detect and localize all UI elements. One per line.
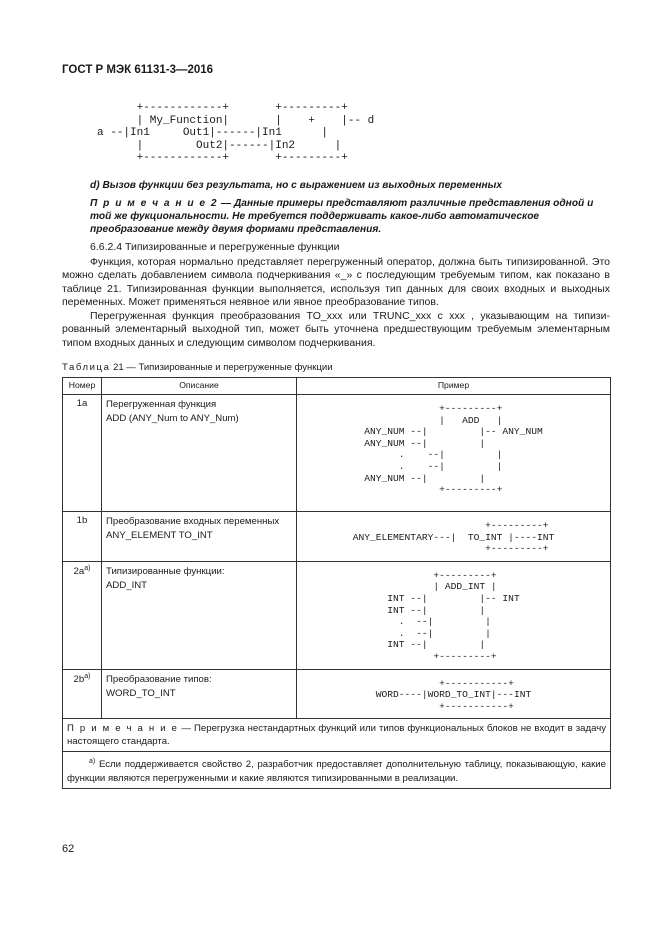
note-2-text: — Данные примеры представляют различные представления одной и той же фукциональности. Не требуется поддерживать какое-либо автоматическое преобразование между двумя формами представления.	[90, 198, 594, 236]
note-2-label: П р и м е ч а н и е 2	[90, 198, 219, 209]
table-footnote-row	[63, 752, 611, 788]
row-description	[102, 669, 297, 719]
table-footnote-text: Если поддерживается свойство 2, разработчик предоставляет дополнительную таблицу, показывающую, какие функции являются перегруженными и какие являются типизированными в реализации.	[67, 759, 606, 784]
table-header-row	[63, 378, 611, 395]
description-line: WORD_TO_INT	[106, 687, 176, 699]
description-line: ADD_INT	[106, 579, 148, 591]
note-2	[90, 197, 610, 237]
description-line: Преобразование типов:	[106, 673, 212, 685]
row-example	[297, 395, 611, 512]
description-line: Преобразование входных переменных	[106, 516, 280, 527]
document-header: ГОСТ Р МЭК 61131-3—2016	[62, 64, 214, 76]
table-caption	[62, 362, 333, 373]
footnote-marker: а)	[84, 672, 91, 680]
row-description	[102, 512, 297, 562]
description-line: Перегруженная функция	[106, 399, 217, 410]
description-line: ADD (ANY_Num to ANY_Num)	[106, 413, 239, 424]
section-heading: 6.6.2.4 Типизированные и перегруженные функции	[90, 241, 340, 253]
table-note	[63, 719, 611, 752]
paragraph-2: Перегруженная функция преобразования TO_xxx или TRUNC_xxx с xxx , указывающим на типизированный элементарный выходной тип, может быть уточнена предшествующим требуемым элементарным типом входных данных и следующим символом подчеркивания.	[62, 310, 610, 349]
header-example: Пример	[297, 378, 611, 395]
diagram-caption: d) Вызов функции без результата, но с выражением из выходных переменных	[90, 180, 503, 191]
row-example	[297, 561, 611, 669]
table-note-label: П р и м е ч а н и е	[67, 723, 179, 735]
table-note-row	[63, 719, 611, 752]
table-row	[63, 669, 611, 719]
description-line: ANY_ELEMENT TO_INT	[106, 530, 213, 541]
description-line: Типизированные функции:	[106, 565, 225, 577]
header-description: Описание	[102, 378, 297, 395]
paragraph-1: Функция, которая нормально представляет перегруженный оператор, должна быть типизированной. Это можно сделать добавлением символа подчеркивания «_» с последующим требуемым типом, как показано в таблице 21. Типизированная функции выполняется, используя тип данных для своих входных и выходных переменных. Может применяться неявное или явное преобразование типов.	[62, 256, 610, 309]
example-diagram: +---------+ ANY_ELEMENTARY---| TO_INT |----INT +---------+	[352, 520, 555, 555]
row-number-text: 1a	[76, 398, 88, 409]
row-example	[297, 669, 611, 719]
footnote-marker: а)	[84, 564, 91, 572]
row-description	[102, 395, 297, 512]
row-number-text: 2b	[73, 673, 85, 685]
table-row	[63, 561, 611, 669]
table-caption-text: 21 — Типизированные и перегруженные функции	[110, 362, 333, 373]
row-example	[297, 512, 611, 562]
example-diagram: +---------+ | ADD | ANY_NUM --| |-- ANY_NUM ANY_NUM --| | . --| | . --| | ANY_NUM --| | +---------+	[364, 403, 543, 496]
table-note-text: — Перегрузка нестандартных функций или типов функциональных блоков не входит в задачу настоящего стандарта.	[67, 723, 606, 748]
page-number: 62	[62, 843, 75, 855]
row-number-text: 2a	[73, 565, 85, 577]
row-number	[63, 395, 102, 512]
table-row	[63, 512, 611, 562]
function-call-diagram: +------------+ +---------+ | My_Function| | + |-- d a --|In1 Out1|------|In1 | | Out2|------|In2 | +------------+ +---------+	[97, 102, 375, 165]
row-number	[63, 669, 102, 719]
table-21	[62, 377, 611, 789]
header-number: Номер	[63, 378, 102, 395]
table-row	[63, 395, 611, 512]
row-description	[102, 561, 297, 669]
row-number-text: 1b	[76, 515, 88, 526]
table-caption-label: Таблица	[62, 362, 111, 373]
table-footnote	[63, 752, 611, 788]
example-diagram: +-----------+ WORD----|WORD_TO_INT|---INT +-----------+	[375, 677, 532, 712]
row-number	[63, 561, 102, 669]
footnote-marker: а)	[89, 758, 96, 766]
example-diagram: +---------+ | ADD_INT | INT --| |-- INT INT --| | . --| | . --| | INT --| | +---------+	[387, 569, 520, 662]
row-number	[63, 512, 102, 562]
